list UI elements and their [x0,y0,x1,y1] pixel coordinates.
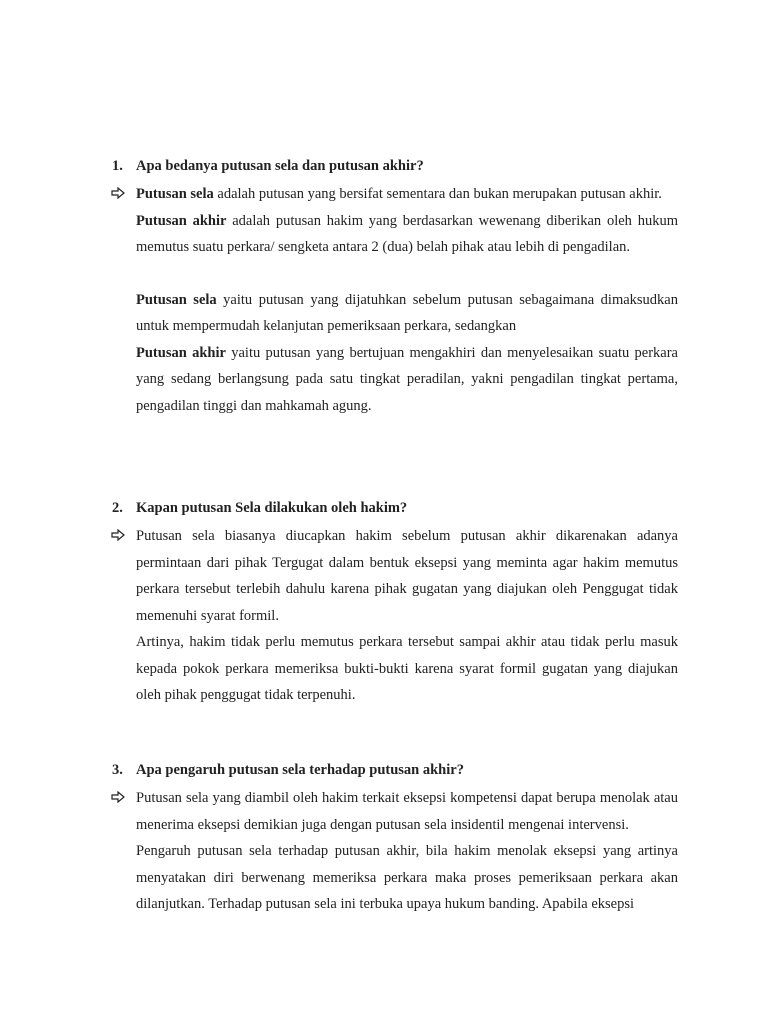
answer-2 [136,523,678,709]
question-3-heading [112,762,464,779]
answer-paragraph: Putusan sela yaitu putusan yang dijatuhkan sebelum putusan sebagaimana dimaksudkan untuk mempermudah kelanjutan pemeriksaan perkara, sedangkan [136,291,678,334]
answer-paragraph: Pengaruh putusan sela terhadap putusan akhir, bila hakim menolak eksepsi yang artinya menyatakan diri berwenang memeriksa perkara maka proses pemeriksaan perkara akan dilanjutkan. Terhadap putusan sela ini terbuka upaya hukum banding. Apabila eksepsi [136,843,678,912]
arrow-right-outline-icon [111,529,125,541]
question-text: Apa pengaruh putusan sela terhadap putusan akhir? [136,762,464,778]
answer-paragraph: Putusan sela yang diambil oleh hakim terkait eksepsi kompetensi dapat berupa menolak atau menerima eksepsi demikian juga dengan putusan sela insidentil mengenai intervensi. [136,790,678,833]
question-number: 1. [112,158,123,174]
term-bold: Putusan sela [136,291,217,308]
question-text: Kapan putusan Sela dilakukan oleh hakim? [136,500,408,516]
term-bold: Putusan akhir [136,212,227,229]
arrow-right-outline-icon [111,187,125,199]
answer-paragraph: Putusan sela adalah putusan yang bersifat sementara dan bukan merupakan putusan akhir. [136,186,662,202]
answer-paragraph: Putusan sela biasanya diucapkan hakim sebelum putusan akhir dikarenakan adanya permintaan dari pihak Tergugat dalam bentuk eksepsi yang meminta agar hakim memutus perkara tersebut terlebih dahulu karena pihak gugatan yang diajukan oleh Penggugat tidak memenuhi syarat formil. [136,528,678,624]
question-number: 2. [112,500,123,516]
term-bold: Putusan akhir [136,344,226,361]
question-1-heading [112,158,424,175]
answer-paragraph: Artinya, hakim tidak perlu memutus perkara tersebut sampai akhir atau tidak perlu masuk kepada pokok perkara memeriksa bukti-bukti karena syarat formil gugatan yang diajukan oleh pihak penggugat tidak terpenuhi. [136,634,678,703]
question-number: 3. [112,762,123,778]
term-bold: Putusan sela [136,186,214,202]
question-text: Apa bedanya putusan sela dan putusan akhir? [136,158,424,174]
answer-1 [136,181,678,419]
answer-paragraph: Putusan akhir yaitu putusan yang bertujuan mengakhiri dan menyelesaikan suatu perkara yang sedang berlangsung pada satu tingkat peradilan, yakni pengadilan tingkat pertama, pengadilan tinggi dan mahkamah agung. [136,344,678,414]
arrow-right-outline-icon [111,791,125,803]
answer-3 [136,785,678,918]
question-2-heading [112,500,407,517]
answer-paragraph: Putusan akhir adalah putusan hakim yang berdasarkan wewenang diberikan oleh hukum memutus suatu perkara/ sengketa antara 2 (dua) belah pihak atau lebih di pengadilan. [136,212,678,255]
